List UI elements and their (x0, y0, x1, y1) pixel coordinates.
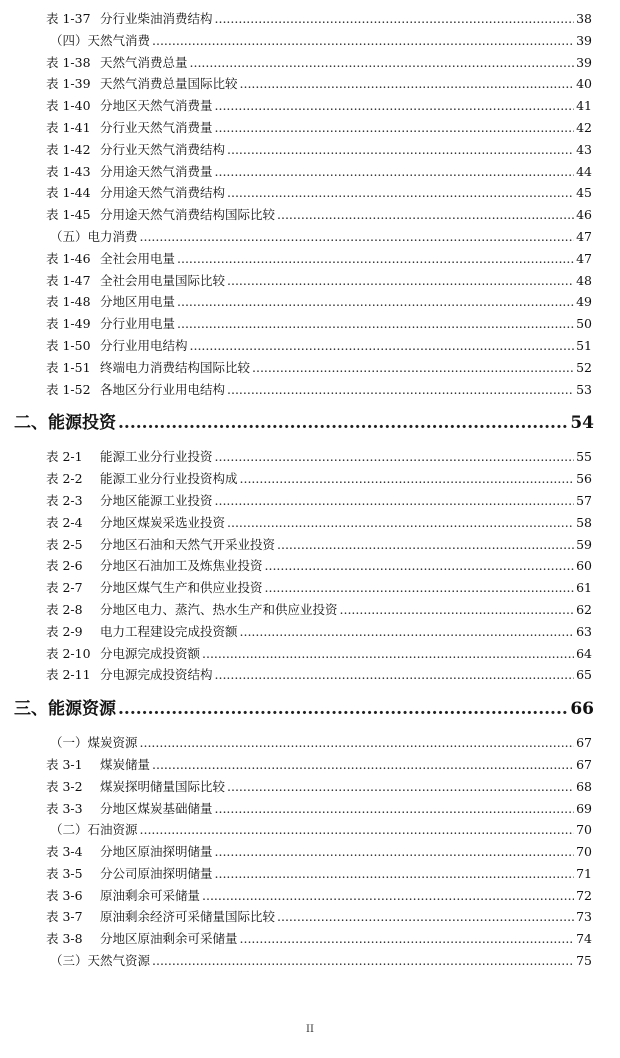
toc-entry-title: 分行业天然气消费量 (100, 119, 213, 135)
toc-entry-title: 分行业用电结构 (100, 337, 188, 353)
dot-leader (215, 841, 574, 863)
toc-entry-title: 分行业柴油消费结构 (100, 11, 213, 26)
page-footer-number: II (306, 1024, 314, 1035)
toc-entry-title: 分用途天然气消费量 (100, 163, 213, 179)
toc-entry-page: 67 (576, 756, 592, 772)
toc-entry-number: 表 3-2 (46, 778, 83, 794)
toc-entry-number: 表 1-47 (46, 272, 91, 288)
toc-entry-number: 表 1-52 (46, 381, 91, 397)
toc-entry-page: 39 (576, 54, 592, 70)
dot-leader (227, 379, 574, 401)
toc-entry-number: 表 1-45 (46, 207, 91, 223)
toc-entry-page: 71 (576, 865, 592, 881)
toc-table-entry[interactable] (0, 270, 620, 292)
toc-entry-number: 表 2-11 (46, 667, 91, 683)
toc-entry-page: 73 (576, 909, 592, 925)
toc-entry-page: 46 (576, 207, 592, 223)
toc-entry-page: 61 (576, 580, 592, 596)
toc-entry-title: 分电源完成投资结构 (100, 667, 213, 683)
dot-leader (118, 400, 568, 446)
dot-leader (215, 117, 574, 139)
toc-entry-number: 表 1-39 (46, 76, 91, 92)
toc-table-entry[interactable] (0, 643, 620, 665)
toc-entry-page: 60 (576, 558, 592, 574)
toc-entry-page: 67 (576, 735, 592, 751)
toc-entry-page: 70 (576, 822, 592, 838)
toc-entry-page: 70 (576, 844, 592, 860)
toc-table-entry[interactable] (0, 490, 620, 512)
dot-leader (152, 754, 574, 776)
toc-entry-page: 51 (576, 337, 592, 353)
toc-entry-title: 煤炭探明储量国际比较 (100, 778, 226, 794)
toc-entry-title: （三）天然气资源 (50, 953, 151, 969)
dot-leader (240, 928, 574, 950)
dot-leader (215, 490, 574, 512)
toc-entry-number: 表 1-50 (46, 337, 91, 353)
toc-entry-title: 终端电力消费结构国际比较 (100, 359, 251, 375)
dot-leader (227, 512, 574, 534)
dot-leader (240, 621, 574, 643)
toc-table-entry[interactable] (0, 928, 620, 950)
toc-entry-number: 表 3-3 (46, 800, 83, 816)
toc-entry-title: 分地区用电量 (100, 294, 176, 310)
dot-leader (265, 577, 574, 599)
dot-leader (152, 30, 574, 52)
dot-leader (227, 182, 574, 204)
toc-entry-number: 表 2-8 (46, 601, 83, 617)
toc-entry-page: 48 (576, 272, 592, 288)
toc-entry-page: 50 (576, 316, 592, 332)
toc-table-entry[interactable] (0, 798, 620, 820)
toc-entry-title: 分地区电力、蒸汽、热水生产和供应业投资 (100, 601, 338, 617)
toc-entry-page: 40 (576, 76, 592, 92)
toc-table-entry[interactable] (0, 8, 620, 30)
toc-entry-number: 表 1-42 (46, 141, 91, 157)
toc-entry-page: 43 (576, 141, 592, 157)
dot-leader (215, 8, 574, 30)
toc-entry-page: 62 (576, 601, 592, 617)
toc-entry-page: 66 (570, 699, 594, 720)
toc-entry-number: 表 2-10 (46, 645, 91, 661)
toc-entry-number: 表 3-4 (46, 844, 83, 860)
toc-entry-title: 分地区天然气消费量 (100, 98, 213, 114)
toc-table-entry[interactable] (0, 73, 620, 95)
toc-entry-title: （四）天然气消费 (50, 32, 151, 48)
toc-table-entry[interactable] (0, 313, 620, 335)
toc-table-entry[interactable] (0, 291, 620, 313)
dot-leader (177, 313, 574, 335)
toc-entry-page: 44 (576, 163, 592, 179)
dot-leader (190, 52, 574, 74)
toc-entry-title: 分地区能源工业投资 (100, 492, 213, 508)
dot-leader (240, 73, 574, 95)
dot-leader (265, 555, 574, 577)
toc-entry-number: 表 2-6 (46, 558, 83, 574)
toc-table-entry[interactable] (0, 534, 620, 556)
toc-table-entry[interactable] (0, 139, 620, 161)
toc-entry-title: 分行业天然气消费结构 (100, 141, 226, 157)
toc-entry-page: 75 (576, 953, 592, 969)
toc-chapter-heading[interactable] (0, 686, 620, 732)
toc-entry-title: 电力工程建设完成投资额 (100, 623, 238, 639)
toc-entry-page: 57 (576, 492, 592, 508)
toc-entry-page: 54 (570, 413, 594, 434)
toc-entry-page: 56 (576, 471, 592, 487)
toc-entry-title: （二）石油资源 (50, 822, 138, 838)
toc-table-entry[interactable] (0, 512, 620, 534)
toc-section-heading[interactable] (0, 732, 620, 754)
toc-table-entry[interactable] (0, 841, 620, 863)
dot-leader (177, 291, 574, 313)
toc-entry-page: 45 (576, 185, 592, 201)
dot-leader (152, 950, 574, 972)
toc-entry-number: 表 1-41 (46, 119, 91, 135)
toc-entry-title: 全社会用电量国际比较 (100, 272, 226, 288)
toc-table-entry[interactable] (0, 577, 620, 599)
dot-leader (277, 534, 574, 556)
toc-entry-title: 分地区煤气生产和供应业投资 (100, 580, 263, 596)
toc-entry-title: 三、能源资源 (14, 699, 116, 720)
toc-entry-page: 69 (576, 800, 592, 816)
toc-entry-number: 表 3-6 (46, 887, 83, 903)
toc-entry-page: 58 (576, 514, 592, 530)
toc-table-entry[interactable] (0, 664, 620, 686)
toc-entry-page: 47 (576, 250, 592, 266)
dot-leader (215, 798, 574, 820)
toc-entry-number: 表 1-46 (46, 250, 91, 266)
toc-table-entry[interactable] (0, 599, 620, 621)
dot-leader (215, 95, 574, 117)
toc-entry-page: 63 (576, 623, 592, 639)
toc-table-entry[interactable] (0, 906, 620, 928)
dot-leader (227, 139, 574, 161)
toc-entry-page: 39 (576, 32, 592, 48)
toc-entry-number: 表 1-43 (46, 163, 91, 179)
toc-entry-page: 52 (576, 359, 592, 375)
toc-table-entry[interactable] (0, 446, 620, 468)
toc-table-entry[interactable] (0, 95, 620, 117)
toc-section-heading[interactable] (0, 226, 620, 248)
toc-entry-page: 59 (576, 536, 592, 552)
table-of-contents (0, 8, 620, 972)
toc-table-entry[interactable] (0, 182, 620, 204)
toc-table-entry[interactable] (0, 335, 620, 357)
toc-entry-page: 65 (576, 667, 592, 683)
toc-table-entry[interactable] (0, 204, 620, 226)
dot-leader (118, 686, 568, 732)
toc-entry-page: 64 (576, 645, 592, 661)
toc-entry-title: 分地区煤炭采选业投资 (100, 514, 226, 530)
dot-leader (340, 599, 574, 621)
toc-table-entry[interactable] (0, 621, 620, 643)
toc-entry-title: 分地区煤炭基础储量 (100, 800, 213, 816)
dot-leader (252, 357, 574, 379)
toc-entry-title: 分电源完成投资额 (100, 645, 201, 661)
toc-entry-title: 天然气消费总量 (100, 54, 188, 70)
toc-entry-page: 55 (576, 449, 592, 465)
toc-entry-number: 表 3-7 (46, 909, 83, 925)
toc-table-entry[interactable] (0, 754, 620, 776)
toc-entry-title: 分地区原油探明储量 (100, 844, 213, 860)
dot-leader (277, 204, 574, 226)
toc-entry-page: 72 (576, 887, 592, 903)
toc-entry-number: 表 2-2 (46, 471, 83, 487)
toc-table-entry[interactable] (0, 357, 620, 379)
toc-section-heading[interactable] (0, 819, 620, 841)
toc-entry-title: 天然气消费总量国际比较 (100, 76, 238, 92)
toc-entry-title: 原油剩余经济可采储量国际比较 (100, 909, 276, 925)
toc-entry-title: 二、能源投资 (14, 413, 116, 434)
toc-table-entry[interactable] (0, 863, 620, 885)
toc-entry-title: 能源工业分行业投资构成 (100, 471, 238, 487)
toc-entry-title: 分公司原油探明储量 (100, 865, 213, 881)
toc-entry-page: 68 (576, 778, 592, 794)
toc-entry-title: （一）煤炭资源 (50, 735, 138, 751)
toc-entry-title: 分地区石油加工及炼焦业投资 (100, 558, 263, 574)
toc-entry-number: 表 2-5 (46, 536, 83, 552)
toc-entry-number: 表 3-1 (46, 756, 83, 772)
toc-entry-number: 表 3-5 (46, 865, 83, 881)
dot-leader (227, 776, 574, 798)
toc-chapter-heading[interactable] (0, 400, 620, 446)
toc-entry-page: 49 (576, 294, 592, 310)
dot-leader (140, 226, 574, 248)
dot-leader (215, 664, 574, 686)
toc-entry-page: 42 (576, 119, 592, 135)
dot-leader (215, 446, 574, 468)
toc-entry-title: 原油剩余可采储量 (100, 887, 201, 903)
toc-entry-title: 分用途天然气消费结构国际比较 (100, 207, 276, 223)
toc-entry-number: 表 2-7 (46, 580, 83, 596)
dot-leader (177, 248, 574, 270)
toc-entry-title: 分地区石油和天然气开采业投资 (100, 536, 276, 552)
toc-entry-title: 能源工业分行业投资 (100, 449, 213, 465)
toc-entry-title: 分行业用电量 (100, 316, 176, 332)
dot-leader (140, 819, 574, 841)
toc-entry-number: 表 1-38 (46, 54, 91, 70)
dot-leader (202, 643, 574, 665)
toc-entry-title: 各地区分行业用电结构 (100, 381, 226, 397)
toc-table-entry[interactable] (0, 248, 620, 270)
toc-table-entry[interactable] (0, 885, 620, 907)
toc-entry-page: 47 (576, 228, 592, 244)
toc-entry-number: 表 2-4 (46, 514, 83, 530)
toc-entry-title: 分地区原油剩余可采储量 (100, 931, 238, 947)
toc-entry-number: 表 3-8 (46, 931, 83, 947)
toc-table-entry[interactable] (0, 161, 620, 183)
toc-entry-number: 表 1-49 (46, 316, 91, 332)
toc-entry-number: 表 2-3 (46, 492, 83, 508)
toc-entry-number: 表 1-48 (46, 294, 91, 310)
toc-entry-number: 表 1-51 (46, 359, 91, 375)
toc-entry-page: 74 (576, 931, 592, 947)
toc-entry-title: 分用途天然气消费结构 (100, 185, 226, 201)
dot-leader (190, 335, 574, 357)
dot-leader (227, 270, 574, 292)
toc-table-entry[interactable] (0, 117, 620, 139)
toc-entry-number: 表 1-40 (46, 98, 91, 114)
toc-entry-title: 煤炭储量 (100, 756, 151, 772)
toc-table-entry[interactable] (0, 379, 620, 401)
toc-entry-number: 表 2-1 (46, 449, 83, 465)
dot-leader (215, 863, 574, 885)
toc-entry-number: 表 2-9 (46, 623, 83, 639)
toc-entry-number: 表 1-44 (46, 185, 91, 201)
toc-entry-number: 表 1-37 (46, 11, 91, 26)
toc-table-entry[interactable] (0, 468, 620, 490)
dot-leader (240, 468, 574, 490)
toc-entry-title: （五）电力消费 (50, 228, 138, 244)
toc-table-entry[interactable] (0, 555, 620, 577)
dot-leader (202, 885, 574, 907)
dot-leader (277, 906, 574, 928)
toc-table-entry[interactable] (0, 776, 620, 798)
dot-leader (140, 732, 574, 754)
toc-section-heading[interactable] (0, 30, 620, 52)
toc-entry-page: 41 (576, 98, 592, 114)
toc-section-heading[interactable] (0, 950, 620, 972)
toc-entry-page: 53 (576, 381, 592, 397)
dot-leader (215, 161, 574, 183)
toc-entry-page: 38 (576, 11, 592, 26)
toc-table-entry[interactable] (0, 52, 620, 74)
toc-entry-title: 全社会用电量 (100, 250, 176, 266)
